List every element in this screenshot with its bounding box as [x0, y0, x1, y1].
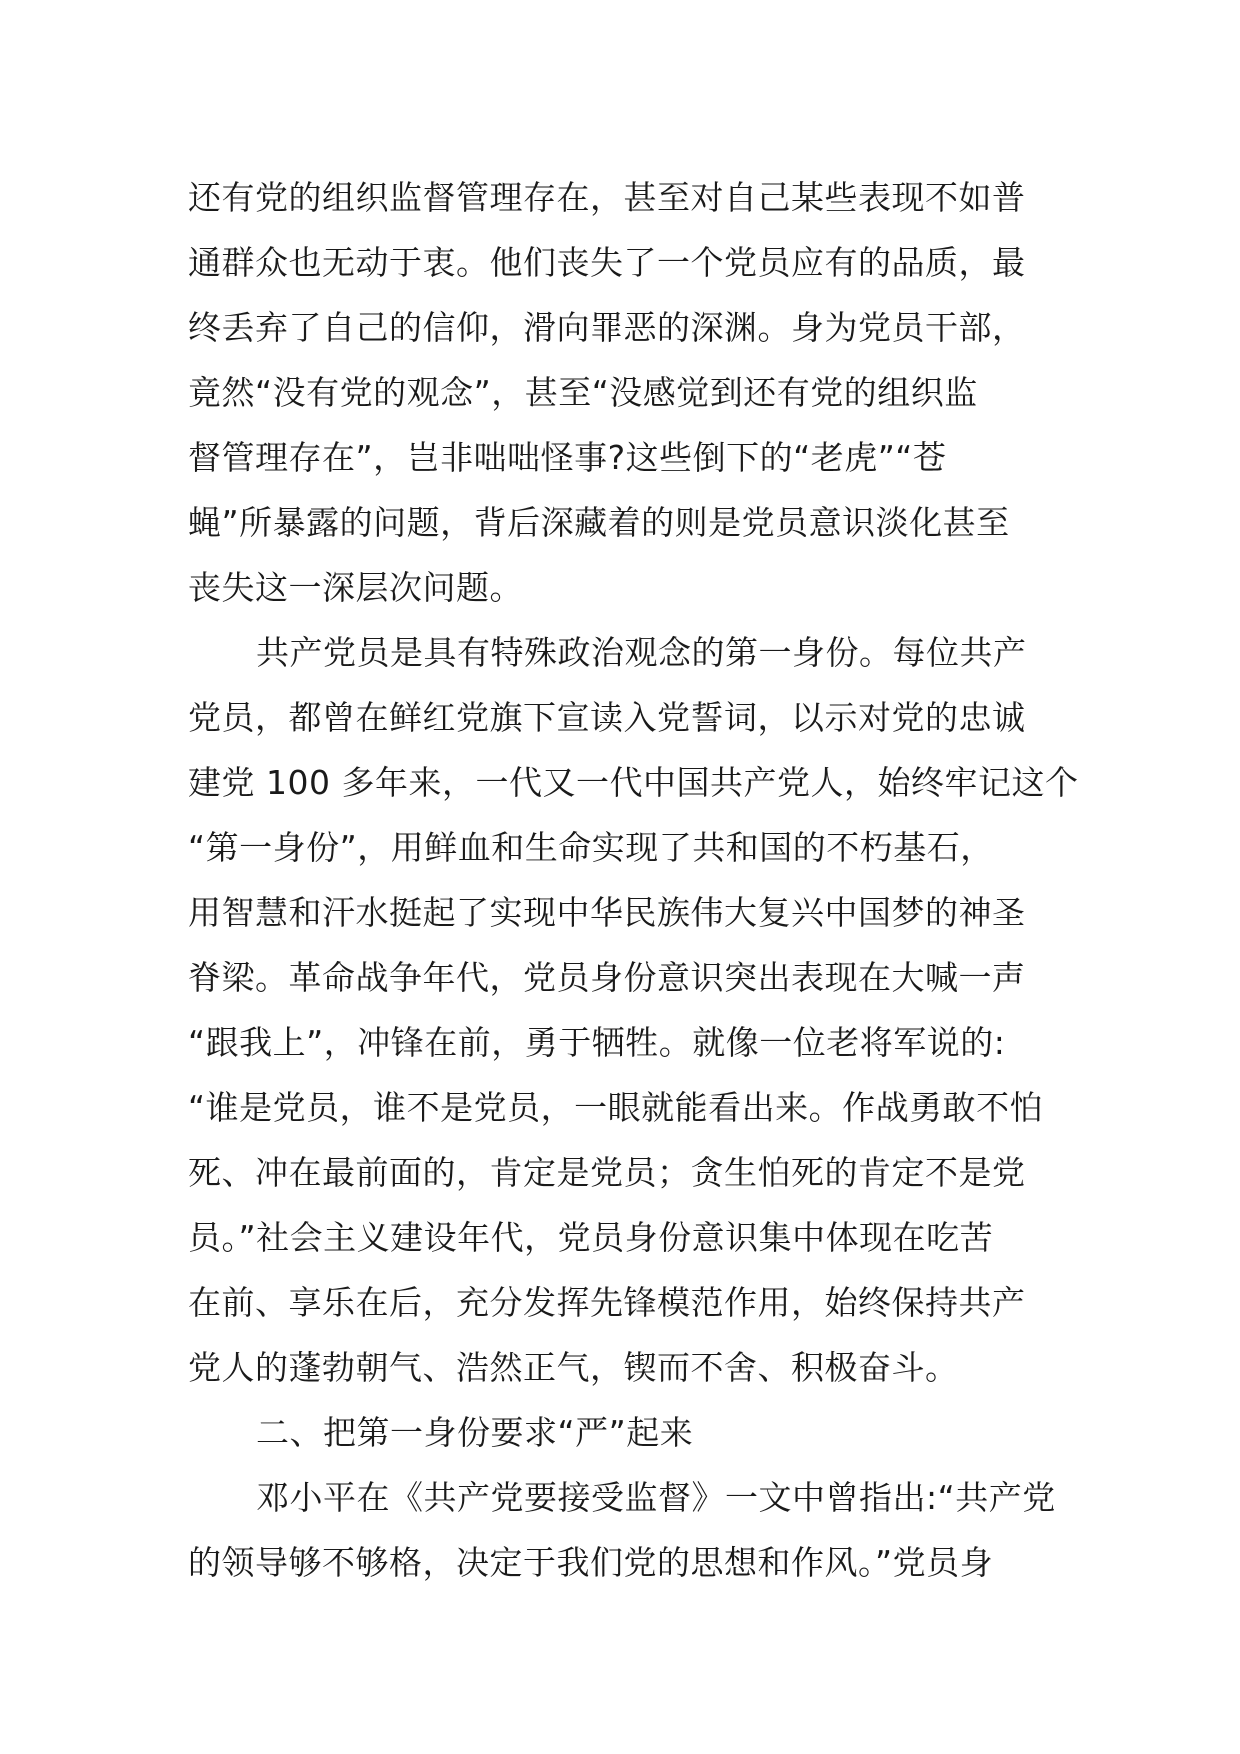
text-line: 督管理存在”，岂非咄咄怪事?这些倒下的“老虎”“苍	[188, 438, 947, 477]
body-text	[188, 165, 1079, 1595]
text-line: 蝇”所暴露的问题，背后深藏着的则是党员意识淡化甚至	[188, 503, 1010, 542]
section-heading: 二、把第一身份要求“严”起来	[256, 1413, 694, 1452]
text-line: 用智慧和汗水挺起了实现中华民族伟大复兴中国梦的神圣	[188, 893, 1026, 932]
text-line: “第一身份”，用鲜血和生命实现了共和国的不朽基石，	[188, 828, 994, 867]
text-line: 员。”社会主义建设年代，党员身份意识集中体现在吃苦	[188, 1218, 994, 1257]
text-line: 脊梁。革命战争年代，党员身份意识突出表现在大喊一声	[188, 958, 1026, 997]
text-line: 党员，都曾在鲜红党旗下宣读入党誓词，以示对党的忠诚	[188, 698, 1026, 737]
text-line: 的领导够不够格，决定于我们党的思想和作风。”党员身	[188, 1543, 994, 1582]
text-line: 丧失这一深层次问题。	[188, 568, 523, 607]
text-line: 在前、享乐在后，充分发挥先锋模范作用，始终保持共产	[188, 1283, 1026, 1322]
text-line: 还有党的组织监督管理存在，甚至对自己某些表现不如普	[188, 178, 1026, 217]
text-line: 建党 100 多年来，一代又一代中国共产党人，始终牢记这个	[188, 763, 1079, 802]
paragraph-first-line: 邓小平在《共产党要接受监督》一文中曾指出:“共产党	[256, 1478, 1056, 1517]
text-line: 死、冲在最前面的，肯定是党员；贪生怕死的肯定不是党	[188, 1153, 1026, 1192]
text-line: “跟我上”，冲锋在前，勇于牺牲。就像一位老将军说的:	[188, 1023, 1006, 1062]
paragraph-first-line: 共产党员是具有特殊政治观念的第一身份。每位共产	[256, 633, 1027, 672]
text-line: 党人的蓬勃朝气、浩然正气，锲而不舍、积极奋斗。	[188, 1348, 959, 1387]
text-line: “谁是党员，谁不是党员，一眼就能看出来。作战勇敢不怕	[188, 1088, 1044, 1127]
text-line: 通群众也无动于衷。他们丧失了一个党员应有的品质，最	[188, 243, 1026, 282]
text-line: 终丢弃了自己的信仰，滑向罪恶的深渊。身为党员干部，	[188, 308, 1026, 347]
text-line: 竟然“没有党的观念”，甚至“没感觉到还有党的组织监	[188, 373, 978, 412]
